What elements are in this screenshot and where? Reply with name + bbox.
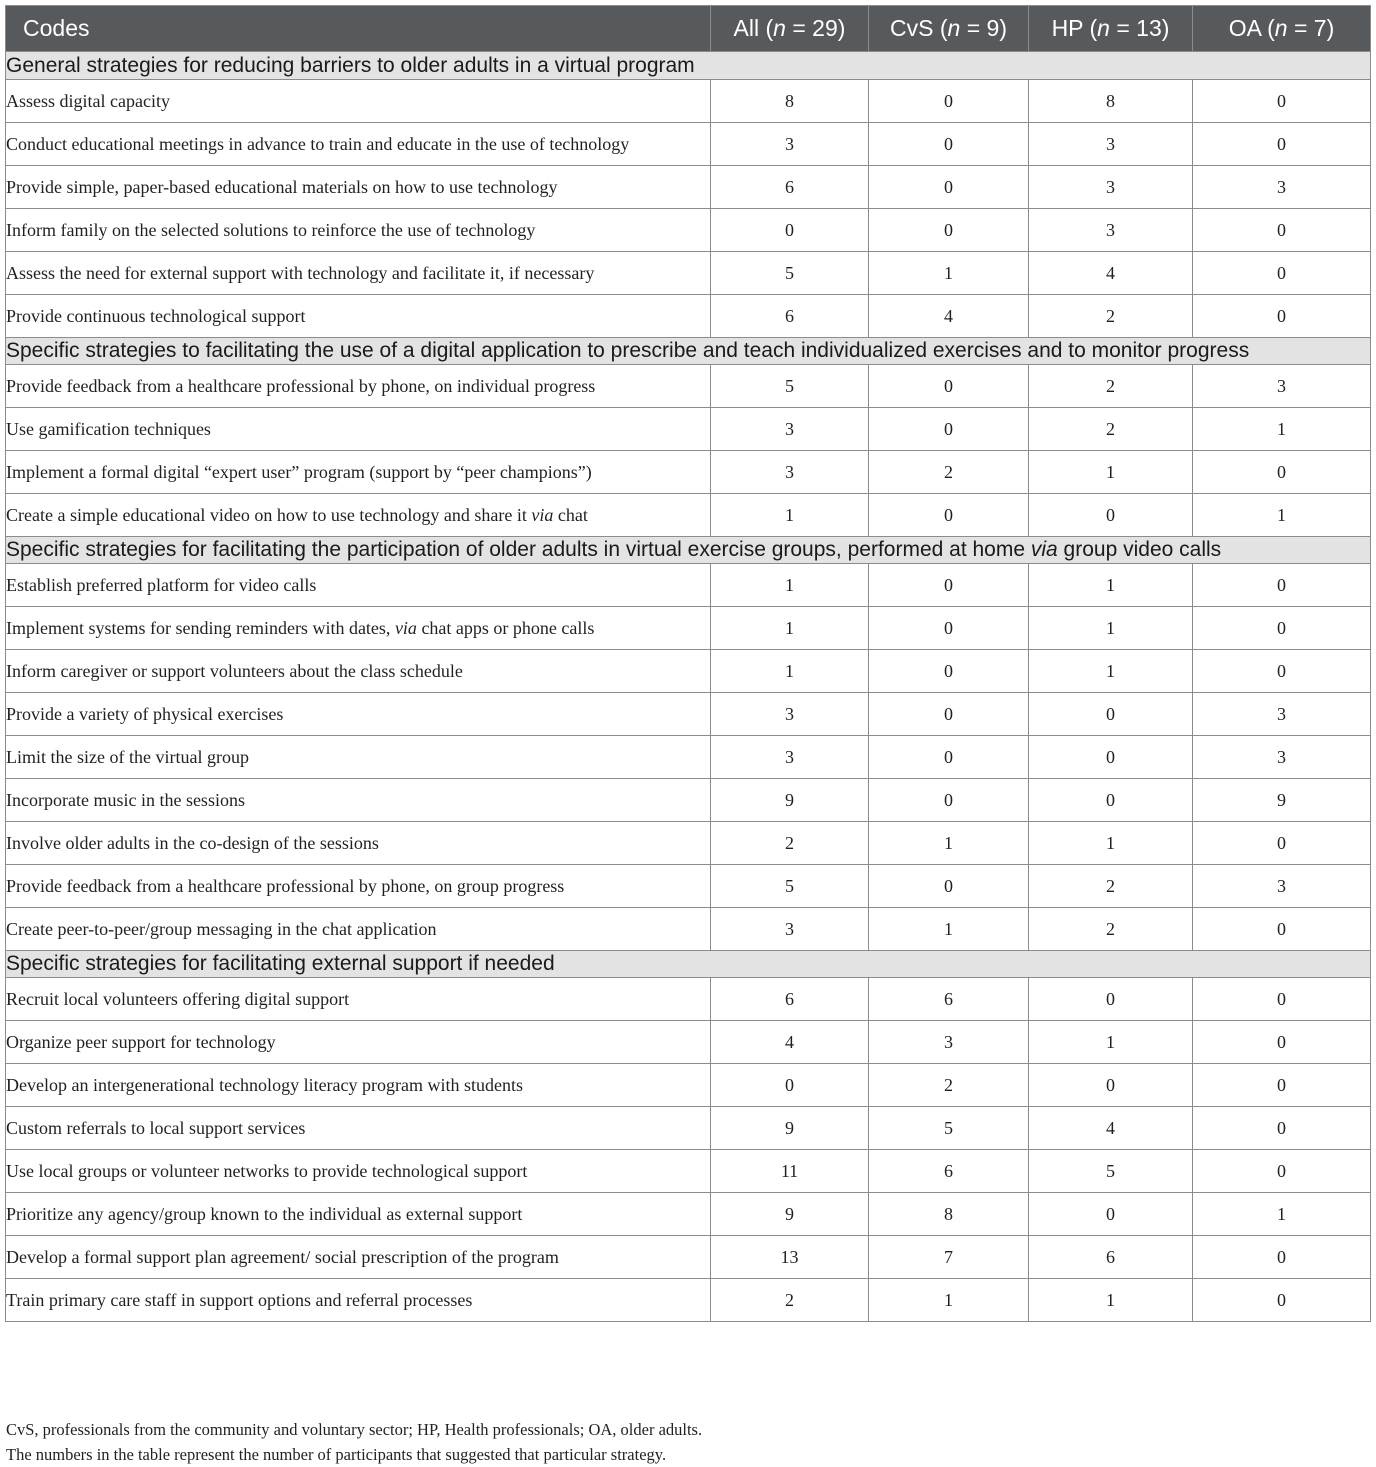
code-cell xyxy=(6,978,711,1021)
count-cvs-cell: 0 xyxy=(869,650,1029,693)
count-hp-cell: 1 xyxy=(1029,607,1193,650)
code-text: Use gamification techniques xyxy=(6,418,211,439)
table-body xyxy=(6,52,1371,1322)
table-row xyxy=(6,1150,1371,1193)
table-row xyxy=(6,978,1371,1021)
count-oa-cell: 3 xyxy=(1193,365,1371,408)
count-all-cell: 6 xyxy=(711,295,869,338)
code-emphasis: via xyxy=(531,504,554,525)
count-all-cell: 1 xyxy=(711,494,869,537)
count-hp-cell: 5 xyxy=(1029,1150,1193,1193)
count-hp-cell: 0 xyxy=(1029,693,1193,736)
header-cvs-suffix: = 9) xyxy=(960,15,1007,41)
count-oa-cell: 0 xyxy=(1193,123,1371,166)
count-all-cell: 3 xyxy=(711,451,869,494)
code-cell xyxy=(6,451,711,494)
count-oa-cell: 0 xyxy=(1193,822,1371,865)
code-cell xyxy=(6,365,711,408)
count-hp-cell: 2 xyxy=(1029,865,1193,908)
code-text: Custom referrals to local support services xyxy=(6,1117,306,1138)
table-row xyxy=(6,779,1371,822)
count-cvs-cell: 2 xyxy=(869,451,1029,494)
header-hp-n: n xyxy=(1097,15,1110,41)
count-cvs-cell: 6 xyxy=(869,1150,1029,1193)
code-text: Provide feedback from a healthcare professional by phone, on group progress xyxy=(6,875,565,896)
code-text: Conduct educational meetings in advance to train and educate in the use of technology xyxy=(6,133,630,154)
code-cell xyxy=(6,693,711,736)
count-hp-cell: 0 xyxy=(1029,779,1193,822)
count-hp-cell: 1 xyxy=(1029,822,1193,865)
code-cell xyxy=(6,650,711,693)
section-title xyxy=(6,951,1371,978)
code-cell xyxy=(6,1279,711,1322)
count-cvs-cell: 5 xyxy=(869,1107,1029,1150)
code-cell xyxy=(6,1193,711,1236)
count-cvs-cell: 1 xyxy=(869,822,1029,865)
count-cvs-cell: 1 xyxy=(869,1279,1029,1322)
count-all-cell: 2 xyxy=(711,1279,869,1322)
count-cvs-cell: 3 xyxy=(869,1021,1029,1064)
count-all-cell: 9 xyxy=(711,1193,869,1236)
count-cvs-cell: 1 xyxy=(869,252,1029,295)
code-text: Limit the size of the virtual group xyxy=(6,746,249,767)
section-title xyxy=(6,338,1371,365)
count-oa-cell: 0 xyxy=(1193,1150,1371,1193)
section-title xyxy=(6,537,1371,564)
count-hp-cell: 2 xyxy=(1029,908,1193,951)
header-all-n: n xyxy=(773,15,786,41)
code-text: Implement a formal digital “expert user” program (support by “peer champions”) xyxy=(6,461,592,482)
count-cvs-cell: 8 xyxy=(869,1193,1029,1236)
count-cvs-cell: 0 xyxy=(869,865,1029,908)
table-row xyxy=(6,822,1371,865)
code-cell xyxy=(6,564,711,607)
table-row xyxy=(6,1279,1371,1322)
count-hp-cell: 2 xyxy=(1029,365,1193,408)
header-oa xyxy=(1193,6,1371,52)
header-cvs xyxy=(869,6,1029,52)
section-title-after: group video calls xyxy=(1057,538,1222,561)
count-cvs-cell: 0 xyxy=(869,166,1029,209)
count-hp-cell: 6 xyxy=(1029,1236,1193,1279)
count-all-cell: 0 xyxy=(711,209,869,252)
code-text: Prioritize any agency/group known to the individual as external support xyxy=(6,1203,523,1224)
count-cvs-cell: 0 xyxy=(869,564,1029,607)
count-all-cell: 3 xyxy=(711,908,869,951)
count-oa-cell: 0 xyxy=(1193,1236,1371,1279)
table-row xyxy=(6,252,1371,295)
section-header-row xyxy=(6,537,1371,564)
count-oa-cell: 3 xyxy=(1193,865,1371,908)
count-cvs-cell: 0 xyxy=(869,736,1029,779)
code-text: Organize peer support for technology xyxy=(6,1031,276,1052)
code-text: Develop an intergenerational technology literacy program with students xyxy=(6,1074,524,1095)
code-text-after: chat xyxy=(553,504,588,525)
count-all-cell: 5 xyxy=(711,252,869,295)
code-cell xyxy=(6,1107,711,1150)
count-hp-cell: 1 xyxy=(1029,1021,1193,1064)
code-cell xyxy=(6,209,711,252)
count-oa-cell: 0 xyxy=(1193,607,1371,650)
code-text: Use local groups or volunteer networks to provide technological support xyxy=(6,1160,528,1181)
code-text: Create peer-to-peer/group messaging in the chat application xyxy=(6,918,437,939)
count-hp-cell: 0 xyxy=(1029,1064,1193,1107)
count-all-cell: 2 xyxy=(711,822,869,865)
count-cvs-cell: 7 xyxy=(869,1236,1029,1279)
count-oa-cell: 9 xyxy=(1193,779,1371,822)
code-text: Establish preferred platform for video calls xyxy=(6,574,317,595)
header-cvs-prefix: CvS ( xyxy=(890,15,948,41)
strategies-table xyxy=(5,5,1371,1322)
code-text: Provide a variety of physical exercises xyxy=(6,703,284,724)
count-all-cell: 5 xyxy=(711,365,869,408)
count-oa-cell: 1 xyxy=(1193,494,1371,537)
table-row xyxy=(6,1107,1371,1150)
count-hp-cell: 3 xyxy=(1029,166,1193,209)
count-hp-cell: 0 xyxy=(1029,494,1193,537)
code-text: Provide continuous technological support xyxy=(6,305,306,326)
table-row xyxy=(6,123,1371,166)
code-text: Recruit local volunteers offering digital support xyxy=(6,988,350,1009)
table-row xyxy=(6,365,1371,408)
count-hp-cell: 0 xyxy=(1029,1193,1193,1236)
count-all-cell: 0 xyxy=(711,1064,869,1107)
table-row xyxy=(6,166,1371,209)
count-hp-cell: 1 xyxy=(1029,650,1193,693)
code-cell xyxy=(6,1236,711,1279)
count-hp-cell: 3 xyxy=(1029,123,1193,166)
count-oa-cell: 3 xyxy=(1193,166,1371,209)
table-row xyxy=(6,1236,1371,1279)
count-hp-cell: 2 xyxy=(1029,408,1193,451)
code-text: Provide feedback from a healthcare professional by phone, on individual progress xyxy=(6,375,596,396)
table-row xyxy=(6,1021,1371,1064)
count-oa-cell: 0 xyxy=(1193,564,1371,607)
footnote-abbreviations: CvS, professionals from the community and voluntary sector; HP, Health professionals; OA, older adults. xyxy=(6,1420,703,1439)
code-text: Implement systems for sending reminders with dates, xyxy=(6,617,395,638)
count-hp-cell: 0 xyxy=(1029,736,1193,779)
table-row xyxy=(6,865,1371,908)
table-row xyxy=(6,451,1371,494)
count-cvs-cell: 0 xyxy=(869,365,1029,408)
count-hp-cell: 4 xyxy=(1029,252,1193,295)
table-row xyxy=(6,607,1371,650)
count-all-cell: 8 xyxy=(711,80,869,123)
table-row xyxy=(6,564,1371,607)
count-hp-cell: 3 xyxy=(1029,209,1193,252)
count-oa-cell: 0 xyxy=(1193,1064,1371,1107)
count-cvs-cell: 0 xyxy=(869,779,1029,822)
count-all-cell: 9 xyxy=(711,779,869,822)
header-hp-suffix: = 13) xyxy=(1109,15,1170,41)
code-cell xyxy=(6,408,711,451)
section-title-emphasis: via xyxy=(1030,538,1058,561)
header-all-prefix: All ( xyxy=(733,15,774,41)
code-text: Train primary care staff in support options and referral processes xyxy=(6,1289,473,1310)
count-all-cell: 9 xyxy=(711,1107,869,1150)
code-emphasis: via xyxy=(394,617,417,638)
table-row xyxy=(6,494,1371,537)
header-oa-prefix: OA ( xyxy=(1228,15,1275,41)
table-row xyxy=(6,408,1371,451)
code-cell xyxy=(6,822,711,865)
code-cell xyxy=(6,607,711,650)
count-oa-cell: 0 xyxy=(1193,1021,1371,1064)
table-row xyxy=(6,1064,1371,1107)
table-footnotes xyxy=(6,1417,702,1467)
count-all-cell: 4 xyxy=(711,1021,869,1064)
table-row xyxy=(6,650,1371,693)
section-header-row xyxy=(6,338,1371,365)
code-text-after: chat apps or phone calls xyxy=(416,617,595,638)
count-all-cell: 5 xyxy=(711,865,869,908)
count-all-cell: 11 xyxy=(711,1150,869,1193)
count-cvs-cell: 0 xyxy=(869,408,1029,451)
table-row xyxy=(6,1193,1371,1236)
header-all xyxy=(711,6,869,52)
code-cell xyxy=(6,295,711,338)
code-cell xyxy=(6,494,711,537)
count-hp-cell: 1 xyxy=(1029,451,1193,494)
code-text: Develop a formal support plan agreement/ social prescription of the program xyxy=(6,1246,559,1267)
count-all-cell: 6 xyxy=(711,166,869,209)
code-cell xyxy=(6,1150,711,1193)
count-oa-cell: 0 xyxy=(1193,295,1371,338)
count-all-cell: 1 xyxy=(711,564,869,607)
code-text: Create a simple educational video on how to use technology and share it xyxy=(6,504,532,525)
code-cell xyxy=(6,1021,711,1064)
count-cvs-cell: 0 xyxy=(869,693,1029,736)
code-cell xyxy=(6,1064,711,1107)
code-cell xyxy=(6,736,711,779)
count-cvs-cell: 0 xyxy=(869,80,1029,123)
section-title xyxy=(6,52,1371,80)
code-text: Assess the need for external support with technology and facilitate it, if necessary xyxy=(6,262,595,283)
table-row xyxy=(6,80,1371,123)
count-hp-cell: 4 xyxy=(1029,1107,1193,1150)
code-cell xyxy=(6,865,711,908)
table-row xyxy=(6,693,1371,736)
count-oa-cell: 1 xyxy=(1193,1193,1371,1236)
section-title-text: Specific strategies for facilitating the participation of older adults in virtual exercise groups, performed at home xyxy=(6,538,1031,561)
count-oa-cell: 0 xyxy=(1193,451,1371,494)
section-title-text: Specific strategies for facilitating external support if needed xyxy=(6,952,555,975)
header-cvs-n: n xyxy=(947,15,961,41)
count-oa-cell: 0 xyxy=(1193,252,1371,295)
count-all-cell: 6 xyxy=(711,978,869,1021)
code-cell xyxy=(6,166,711,209)
count-oa-cell: 0 xyxy=(1193,978,1371,1021)
footnote-explanation: The numbers in the table represent the number of participants that suggested that particular strategy. xyxy=(6,1445,667,1464)
count-oa-cell: 0 xyxy=(1193,908,1371,951)
count-all-cell: 13 xyxy=(711,1236,869,1279)
count-hp-cell: 1 xyxy=(1029,1279,1193,1322)
count-cvs-cell: 4 xyxy=(869,295,1029,338)
count-all-cell: 3 xyxy=(711,123,869,166)
count-all-cell: 3 xyxy=(711,408,869,451)
count-hp-cell: 0 xyxy=(1029,978,1193,1021)
section-header-row xyxy=(6,951,1371,978)
count-all-cell: 3 xyxy=(711,736,869,779)
count-oa-cell: 0 xyxy=(1193,650,1371,693)
table-row xyxy=(6,736,1371,779)
header-oa-suffix: = 7) xyxy=(1287,15,1335,41)
count-all-cell: 1 xyxy=(711,607,869,650)
table-row xyxy=(6,295,1371,338)
count-cvs-cell: 0 xyxy=(869,209,1029,252)
count-oa-cell: 0 xyxy=(1193,209,1371,252)
count-cvs-cell: 0 xyxy=(869,494,1029,537)
count-oa-cell: 0 xyxy=(1193,1107,1371,1150)
code-text: Assess digital capacity xyxy=(6,90,170,111)
section-header-row xyxy=(6,52,1371,80)
count-cvs-cell: 2 xyxy=(869,1064,1029,1107)
count-hp-cell: 8 xyxy=(1029,80,1193,123)
header-oa-n: n xyxy=(1274,15,1288,41)
code-text: Provide simple, paper-based educational materials on how to use technology xyxy=(6,176,558,197)
table-row xyxy=(6,209,1371,252)
table-row xyxy=(6,908,1371,951)
count-oa-cell: 3 xyxy=(1193,693,1371,736)
code-cell xyxy=(6,123,711,166)
header-hp xyxy=(1029,6,1193,52)
header-hp-prefix: HP ( xyxy=(1051,15,1098,41)
header-row xyxy=(6,6,1371,52)
count-oa-cell: 0 xyxy=(1193,80,1371,123)
section-title-text: Specific strategies to facilitating the use of a digital application to prescribe and teach individualized exercises and to monitor progress xyxy=(6,339,1250,362)
count-all-cell: 1 xyxy=(711,650,869,693)
code-text: Incorporate music in the sessions xyxy=(6,789,245,810)
section-title-text: General strategies for reducing barriers to older adults in a virtual program xyxy=(6,53,695,77)
count-oa-cell: 1 xyxy=(1193,408,1371,451)
code-text: Inform caregiver or support volunteers about the class schedule xyxy=(6,660,463,681)
count-hp-cell: 1 xyxy=(1029,564,1193,607)
count-cvs-cell: 0 xyxy=(869,607,1029,650)
code-cell xyxy=(6,80,711,123)
code-text: Inform family on the selected solutions to reinforce the use of technology xyxy=(6,219,536,240)
code-cell xyxy=(6,252,711,295)
count-cvs-cell: 6 xyxy=(869,978,1029,1021)
count-all-cell: 3 xyxy=(711,693,869,736)
count-cvs-cell: 1 xyxy=(869,908,1029,951)
code-text: Involve older adults in the co-design of the sessions xyxy=(6,832,379,853)
header-all-suffix: = 29) xyxy=(785,15,846,41)
count-oa-cell: 3 xyxy=(1193,736,1371,779)
count-cvs-cell: 0 xyxy=(869,123,1029,166)
table-header xyxy=(6,6,1371,52)
code-cell xyxy=(6,908,711,951)
count-hp-cell: 2 xyxy=(1029,295,1193,338)
header-codes: Codes xyxy=(6,6,711,52)
count-oa-cell: 0 xyxy=(1193,1279,1371,1322)
code-cell xyxy=(6,779,711,822)
